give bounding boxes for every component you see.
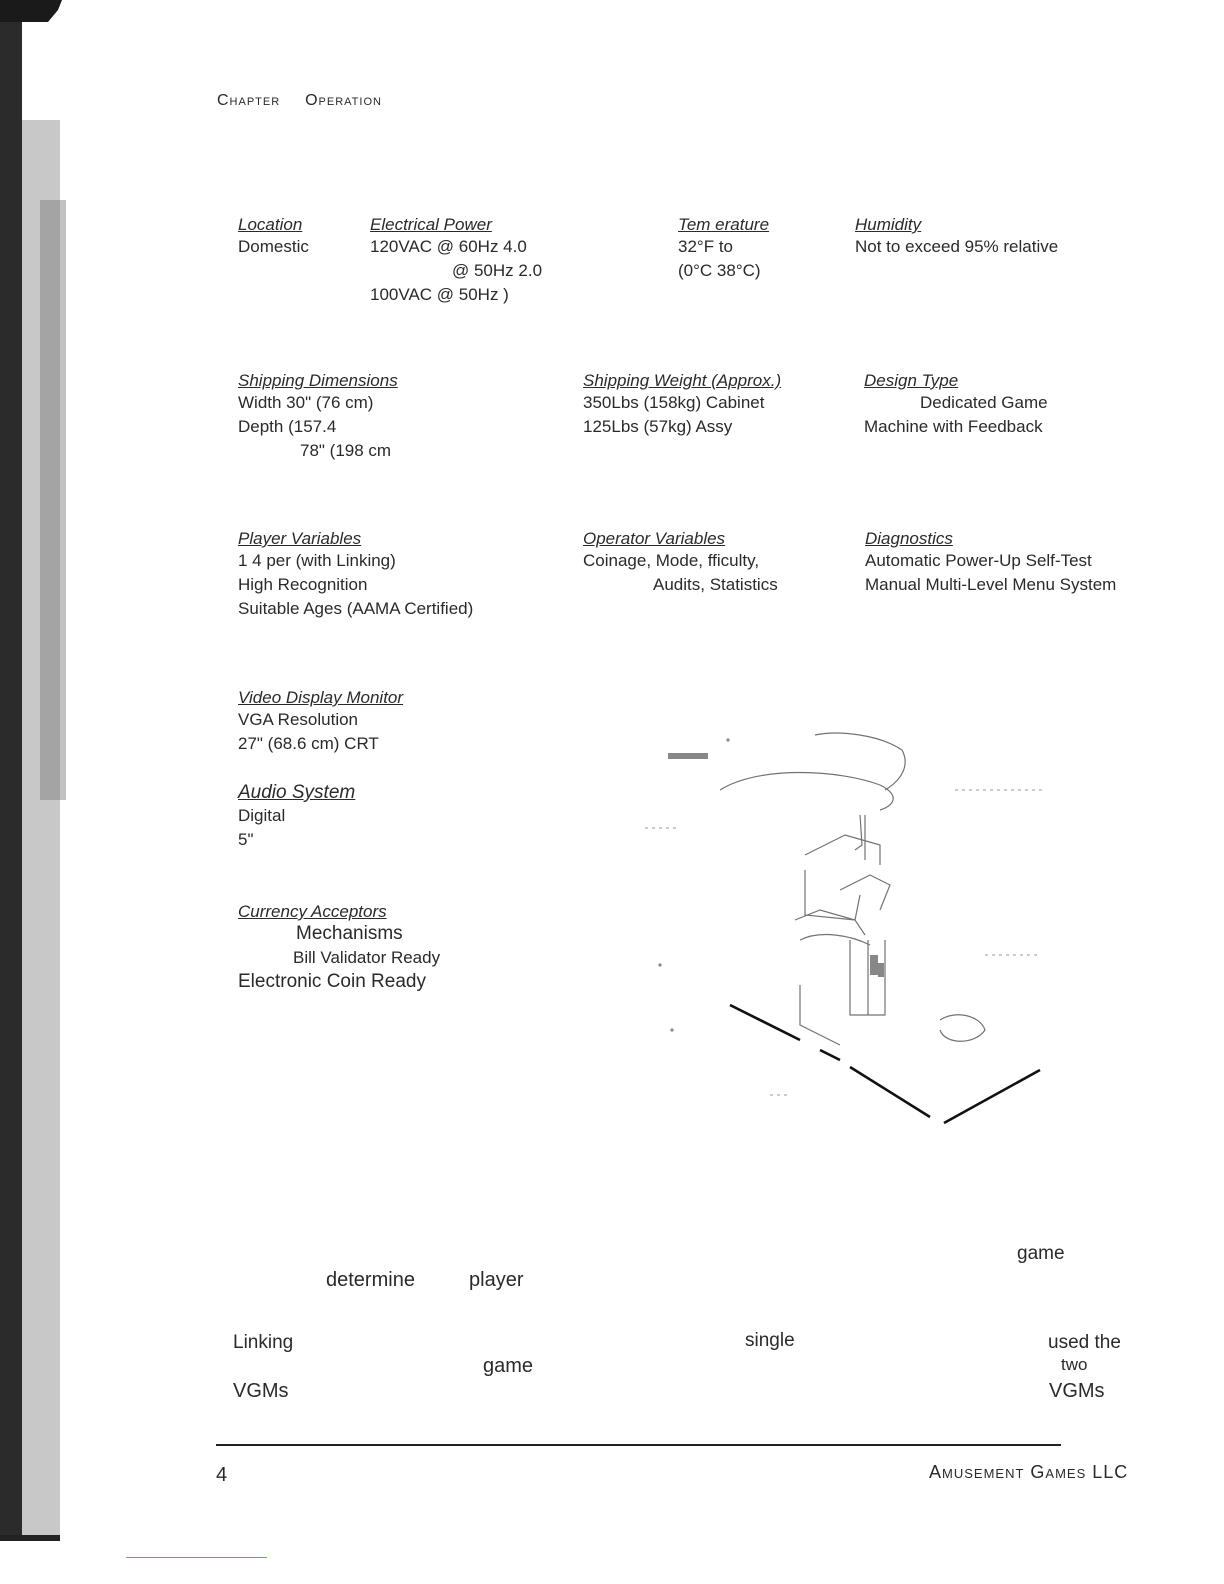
spec-line: Bill Validator Ready — [293, 948, 441, 967]
spec-line: 32°F to — [678, 237, 733, 256]
cabinet-illustration — [640, 725, 1060, 1135]
spec-line: 125Lbs (57kg) Assy — [583, 417, 733, 436]
spec-label: Currency Acceptors — [238, 902, 387, 921]
spec-line: 120VAC @ 60Hz 4.0 — [370, 237, 527, 256]
spec-label: Electrical Power — [370, 215, 492, 234]
spec-line: 78" (198 cm — [300, 441, 392, 460]
spec-label: Shipping Dimensions — [238, 371, 398, 390]
spec-shipping-weight — [583, 371, 781, 439]
body-word: two — [1061, 1355, 1088, 1374]
spec-line: @ 50Hz 2.0 — [452, 261, 543, 280]
body-word: Linking — [233, 1332, 294, 1353]
spec-line: Coinage, Mode, fficulty, — [583, 551, 760, 570]
body-word: VGMs — [1049, 1380, 1105, 1402]
spec-humidity — [855, 215, 1058, 259]
spec-line: Domestic — [238, 237, 309, 256]
spec-label: Operator Variables — [583, 529, 726, 548]
spec-line: Dedicated Game — [920, 393, 1048, 412]
spec-player-variables — [238, 529, 473, 621]
spec-diagnostics — [865, 529, 1116, 597]
spec-currency-acceptors — [238, 902, 440, 994]
scan-artifact-line — [126, 1557, 267, 1558]
page-number: 4 — [216, 1464, 228, 1486]
spec-label: Humidity — [855, 215, 922, 234]
spec-line: (0°C 38°C) — [678, 261, 761, 280]
body-word: game — [1017, 1243, 1065, 1264]
spec-line: Audits, Statistics — [653, 575, 778, 594]
spec-temperature — [678, 215, 769, 283]
spec-line: Depth (157.4 — [238, 417, 337, 436]
spec-line: Digital — [238, 806, 286, 825]
scan-binding-edge — [0, 0, 75, 1584]
spec-line: 350Lbs (158kg) Cabinet — [583, 393, 765, 412]
spec-line: Electronic Coin Ready — [238, 971, 426, 992]
spec-line: Automatic Power-Up Self-Test — [865, 551, 1092, 570]
chapter-heading — [217, 92, 382, 110]
spec-label: Design Type — [864, 371, 959, 390]
section-title: Operation — [305, 92, 382, 109]
spec-shipping-dimensions — [238, 371, 398, 463]
spec-label: Player Variables — [238, 529, 362, 548]
spec-label: Shipping Weight (Approx.) — [583, 371, 782, 390]
spec-line: 1 4 per (with Linking) — [238, 551, 396, 570]
spec-label: Tem erature — [678, 215, 770, 234]
spec-line: VGA Resolution — [238, 710, 359, 729]
spec-line: Not to exceed 95% relative — [855, 237, 1059, 256]
spec-design-type — [864, 371, 1048, 439]
spec-line: Suitable Ages (AAMA Certified) — [238, 599, 474, 618]
spec-electrical — [370, 215, 542, 307]
body-word: game — [483, 1355, 534, 1377]
footer-company: Amusement Games LLC — [929, 1462, 1129, 1482]
body-word: VGMs — [233, 1380, 289, 1402]
body-word: player — [469, 1269, 524, 1291]
spec-label: Location — [238, 215, 303, 234]
spec-video-monitor — [238, 688, 403, 756]
spec-audio-system — [238, 782, 355, 852]
spec-label: Audio System — [238, 782, 356, 803]
spec-line: 5" — [238, 830, 254, 849]
spec-line: 27" (68.6 cm) CRT — [238, 734, 379, 753]
chapter-word: Chapter — [217, 92, 281, 109]
footer-rule — [216, 1444, 1061, 1446]
body-word: single — [745, 1330, 795, 1351]
body-word: used the — [1048, 1332, 1121, 1353]
spec-line: Machine with Feedback — [864, 417, 1043, 436]
spec-operator-variables — [583, 529, 778, 597]
spec-line: Mechanisms — [296, 923, 403, 944]
spec-line: Manual Multi-Level Menu System — [865, 575, 1117, 594]
spec-label: Diagnostics — [865, 529, 953, 548]
spec-line: High Recognition — [238, 575, 368, 594]
spec-line: Width 30" (76 cm) — [238, 393, 374, 412]
spec-line: 100VAC @ 50Hz ) — [370, 285, 509, 304]
spec-label: Video Display Monitor — [238, 688, 404, 707]
spec-location — [238, 215, 309, 259]
body-word: determine — [326, 1269, 415, 1291]
